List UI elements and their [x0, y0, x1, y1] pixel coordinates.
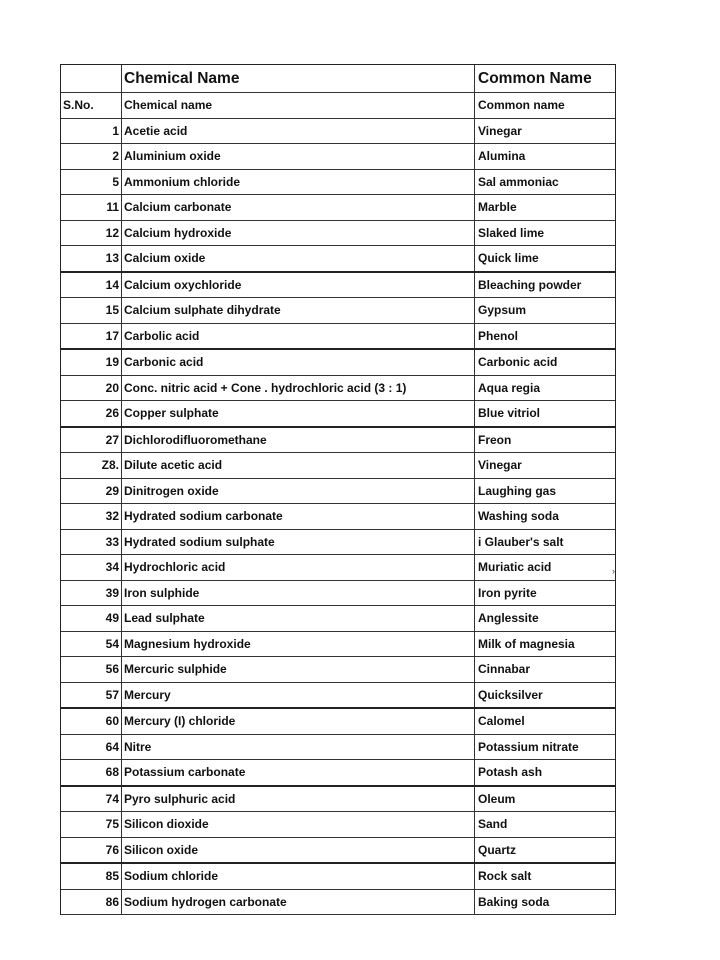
sno-cell: 27 — [61, 428, 122, 453]
chemical-name-cell: Aluminium oxide — [122, 144, 475, 169]
common-name-cell: Bleaching powder — [478, 277, 582, 292]
chemical-name-cell: Calcium oxychloride — [122, 273, 475, 298]
chemical-name-cell: Mercury (I) chloride — [122, 709, 475, 734]
chemical-name-cell: Dinitrogen oxide — [122, 479, 475, 504]
chemical-name-cell: Potassium carbonate — [122, 760, 475, 785]
table-row — [61, 838, 615, 865]
common-name-cell: Iron pyrite — [478, 585, 537, 600]
table-row — [61, 376, 615, 402]
chemical-name-cell: Mercuric sulphide — [122, 657, 475, 682]
sno-cell: 85 — [61, 864, 122, 889]
chemical-name-cell: Dichlorodifluoromethane — [122, 428, 475, 453]
table-row — [61, 428, 615, 454]
table-row — [61, 735, 615, 761]
common-name-cell: Washing soda — [478, 509, 559, 524]
sno-cell: 2 — [61, 144, 122, 169]
table-row — [61, 760, 615, 787]
chemical-name-cell: Sodium chloride — [122, 864, 475, 889]
sno-cell: 75 — [61, 812, 122, 837]
sno-cell: 12 — [61, 221, 122, 246]
sno-cell: 5 — [61, 170, 122, 195]
common-name-cell: Blue vitriol — [478, 406, 541, 421]
sno-cell: 39 — [61, 581, 122, 606]
common-name-cell: Laughing gas — [478, 483, 556, 498]
chemical-names-table — [60, 64, 616, 915]
chemical-name-cell: Hydrated sodium carbonate — [122, 504, 475, 529]
header-sno-cell — [61, 65, 122, 92]
table-row — [61, 273, 615, 299]
sno-cell: 17 — [61, 324, 122, 349]
chemical-name-cell: Silicon oxide — [122, 838, 475, 863]
sno-cell: 60 — [61, 709, 122, 734]
chemical-name-cell: Iron sulphide — [122, 581, 475, 606]
sno-cell: 34 — [61, 555, 122, 580]
chemical-name-cell: Calcium carbonate — [122, 195, 475, 220]
common-name-cell: Sal ammoniac — [478, 174, 559, 189]
chemical-name-cell: Magnesium hydroxide — [122, 632, 475, 657]
common-name-cell: Vinegar — [478, 123, 522, 138]
subheader-common-name: Common name — [478, 98, 565, 113]
table-row — [61, 812, 615, 838]
common-name-cell: Oleum — [478, 791, 516, 806]
table-row — [61, 350, 615, 376]
table-row — [61, 504, 615, 530]
common-name-cell: Carbonic acid — [478, 355, 558, 370]
chemical-name-cell: Carbonic acid — [122, 350, 475, 375]
subheader-sno: S.No. — [61, 93, 122, 118]
table-row — [61, 324, 615, 351]
common-name-cell: Muriatic acid — [478, 560, 552, 575]
chemical-name-cell: Calcium oxide — [122, 246, 475, 271]
common-name-cell: Aqua regia — [478, 380, 541, 395]
table-row — [61, 890, 615, 916]
table-row — [61, 657, 615, 683]
chemical-name-cell: Sodium hydrogen carbonate — [122, 890, 475, 915]
sno-cell: 49 — [61, 606, 122, 631]
sno-cell: 26 — [61, 401, 122, 426]
table-row — [61, 246, 615, 273]
sno-cell: 76 — [61, 838, 122, 863]
common-name-cell: Gypsum — [478, 303, 527, 318]
common-name-cell: Anglessite — [478, 611, 539, 626]
table-row — [61, 530, 615, 556]
sno-cell: 54 — [61, 632, 122, 657]
table-subheader-row — [61, 93, 615, 119]
sno-cell: 29 — [61, 479, 122, 504]
chemical-name-cell: Acetie acid — [122, 119, 475, 144]
chemical-name-cell: Dilute acetic acid — [122, 453, 475, 478]
subheader-chemical-name: Chemical name — [122, 93, 475, 118]
chemical-name-cell: Hydrated sodium sulphate — [122, 530, 475, 555]
common-name-cell: Cinnabar — [478, 662, 531, 677]
common-name-cell: Alumina — [478, 149, 526, 164]
sno-cell: 11 — [61, 195, 122, 220]
sno-cell: 33 — [61, 530, 122, 555]
common-name-cell: Baking soda — [478, 894, 550, 909]
common-name-cell: Quick lime — [478, 251, 539, 266]
table-row — [61, 683, 615, 710]
common-name-cell: Sand — [478, 817, 508, 832]
table-row — [61, 709, 615, 735]
sno-cell: 68 — [61, 760, 122, 785]
table-row — [61, 221, 615, 247]
common-name-cell: Freon — [478, 432, 512, 447]
sno-cell: 19 — [61, 350, 122, 375]
chemical-name-cell: Calcium hydroxide — [122, 221, 475, 246]
chemical-name-cell: Mercury — [122, 683, 475, 708]
sno-cell: 20 — [61, 376, 122, 401]
chemical-name-cell: Carbolic acid — [122, 324, 475, 349]
table-row — [61, 298, 615, 324]
chemical-name-cell: Copper sulphate — [122, 401, 475, 426]
sno-cell: 1 — [61, 119, 122, 144]
table-header-row — [61, 65, 615, 93]
sno-cell: 56 — [61, 657, 122, 682]
chemical-name-cell: Hydrochloric acid — [122, 555, 475, 580]
common-name-cell: i Glauber's salt — [478, 534, 564, 549]
chemical-name-cell: Lead sulphate — [122, 606, 475, 631]
header-common-name: Common Name — [478, 69, 592, 87]
common-name-cell: Calomel — [478, 714, 525, 729]
table-row — [61, 864, 615, 890]
chemical-name-cell: Calcium sulphate dihydrate — [122, 298, 475, 323]
common-name-cell: Slaked lime — [478, 225, 545, 240]
header-chemical-name: Chemical Name — [122, 65, 475, 92]
chemical-name-cell: Ammonium chloride — [122, 170, 475, 195]
sno-cell: 14 — [61, 273, 122, 298]
common-name-cell: Quicksilver — [478, 687, 543, 702]
common-name-cell: Marble — [478, 200, 517, 215]
table-row — [61, 195, 615, 221]
sno-cell: 32 — [61, 504, 122, 529]
common-name-cell: Vinegar — [478, 458, 522, 473]
chemical-name-cell: Nitre — [122, 735, 475, 760]
common-name-cell: Phenol — [478, 328, 519, 343]
common-name-cell: Milk of magnesia — [478, 636, 575, 651]
common-name-cell: Potash ash — [478, 765, 543, 780]
sno-cell: 64 — [61, 735, 122, 760]
table-row — [61, 170, 615, 196]
common-name-cell: Potassium nitrate — [478, 739, 579, 754]
table-row — [61, 787, 615, 813]
sno-cell: 13 — [61, 246, 122, 271]
table-row — [61, 144, 615, 170]
chemical-name-cell: Conc. nitric acid + Cone . hydrochloric acid (3 : 1) — [122, 376, 475, 401]
table-row — [61, 401, 615, 428]
common-name-cell: Rock salt — [478, 869, 532, 884]
sno-cell: 15 — [61, 298, 122, 323]
sno-cell: 74 — [61, 787, 122, 812]
table-row — [61, 453, 615, 479]
sno-cell: 57 — [61, 683, 122, 708]
sno-cell: Z8. — [61, 453, 122, 478]
common-name-cell: Quartz — [478, 842, 517, 857]
chemical-name-cell: Silicon dioxide — [122, 812, 475, 837]
table-row — [61, 581, 615, 607]
table-row — [61, 632, 615, 658]
table-row — [61, 555, 615, 581]
table-row — [61, 479, 615, 505]
table-row — [61, 606, 615, 632]
chemical-name-cell: Pyro sulphuric acid — [122, 787, 475, 812]
sno-cell: 86 — [61, 890, 122, 915]
stray-mark: › — [612, 566, 615, 576]
table-row — [61, 119, 615, 145]
